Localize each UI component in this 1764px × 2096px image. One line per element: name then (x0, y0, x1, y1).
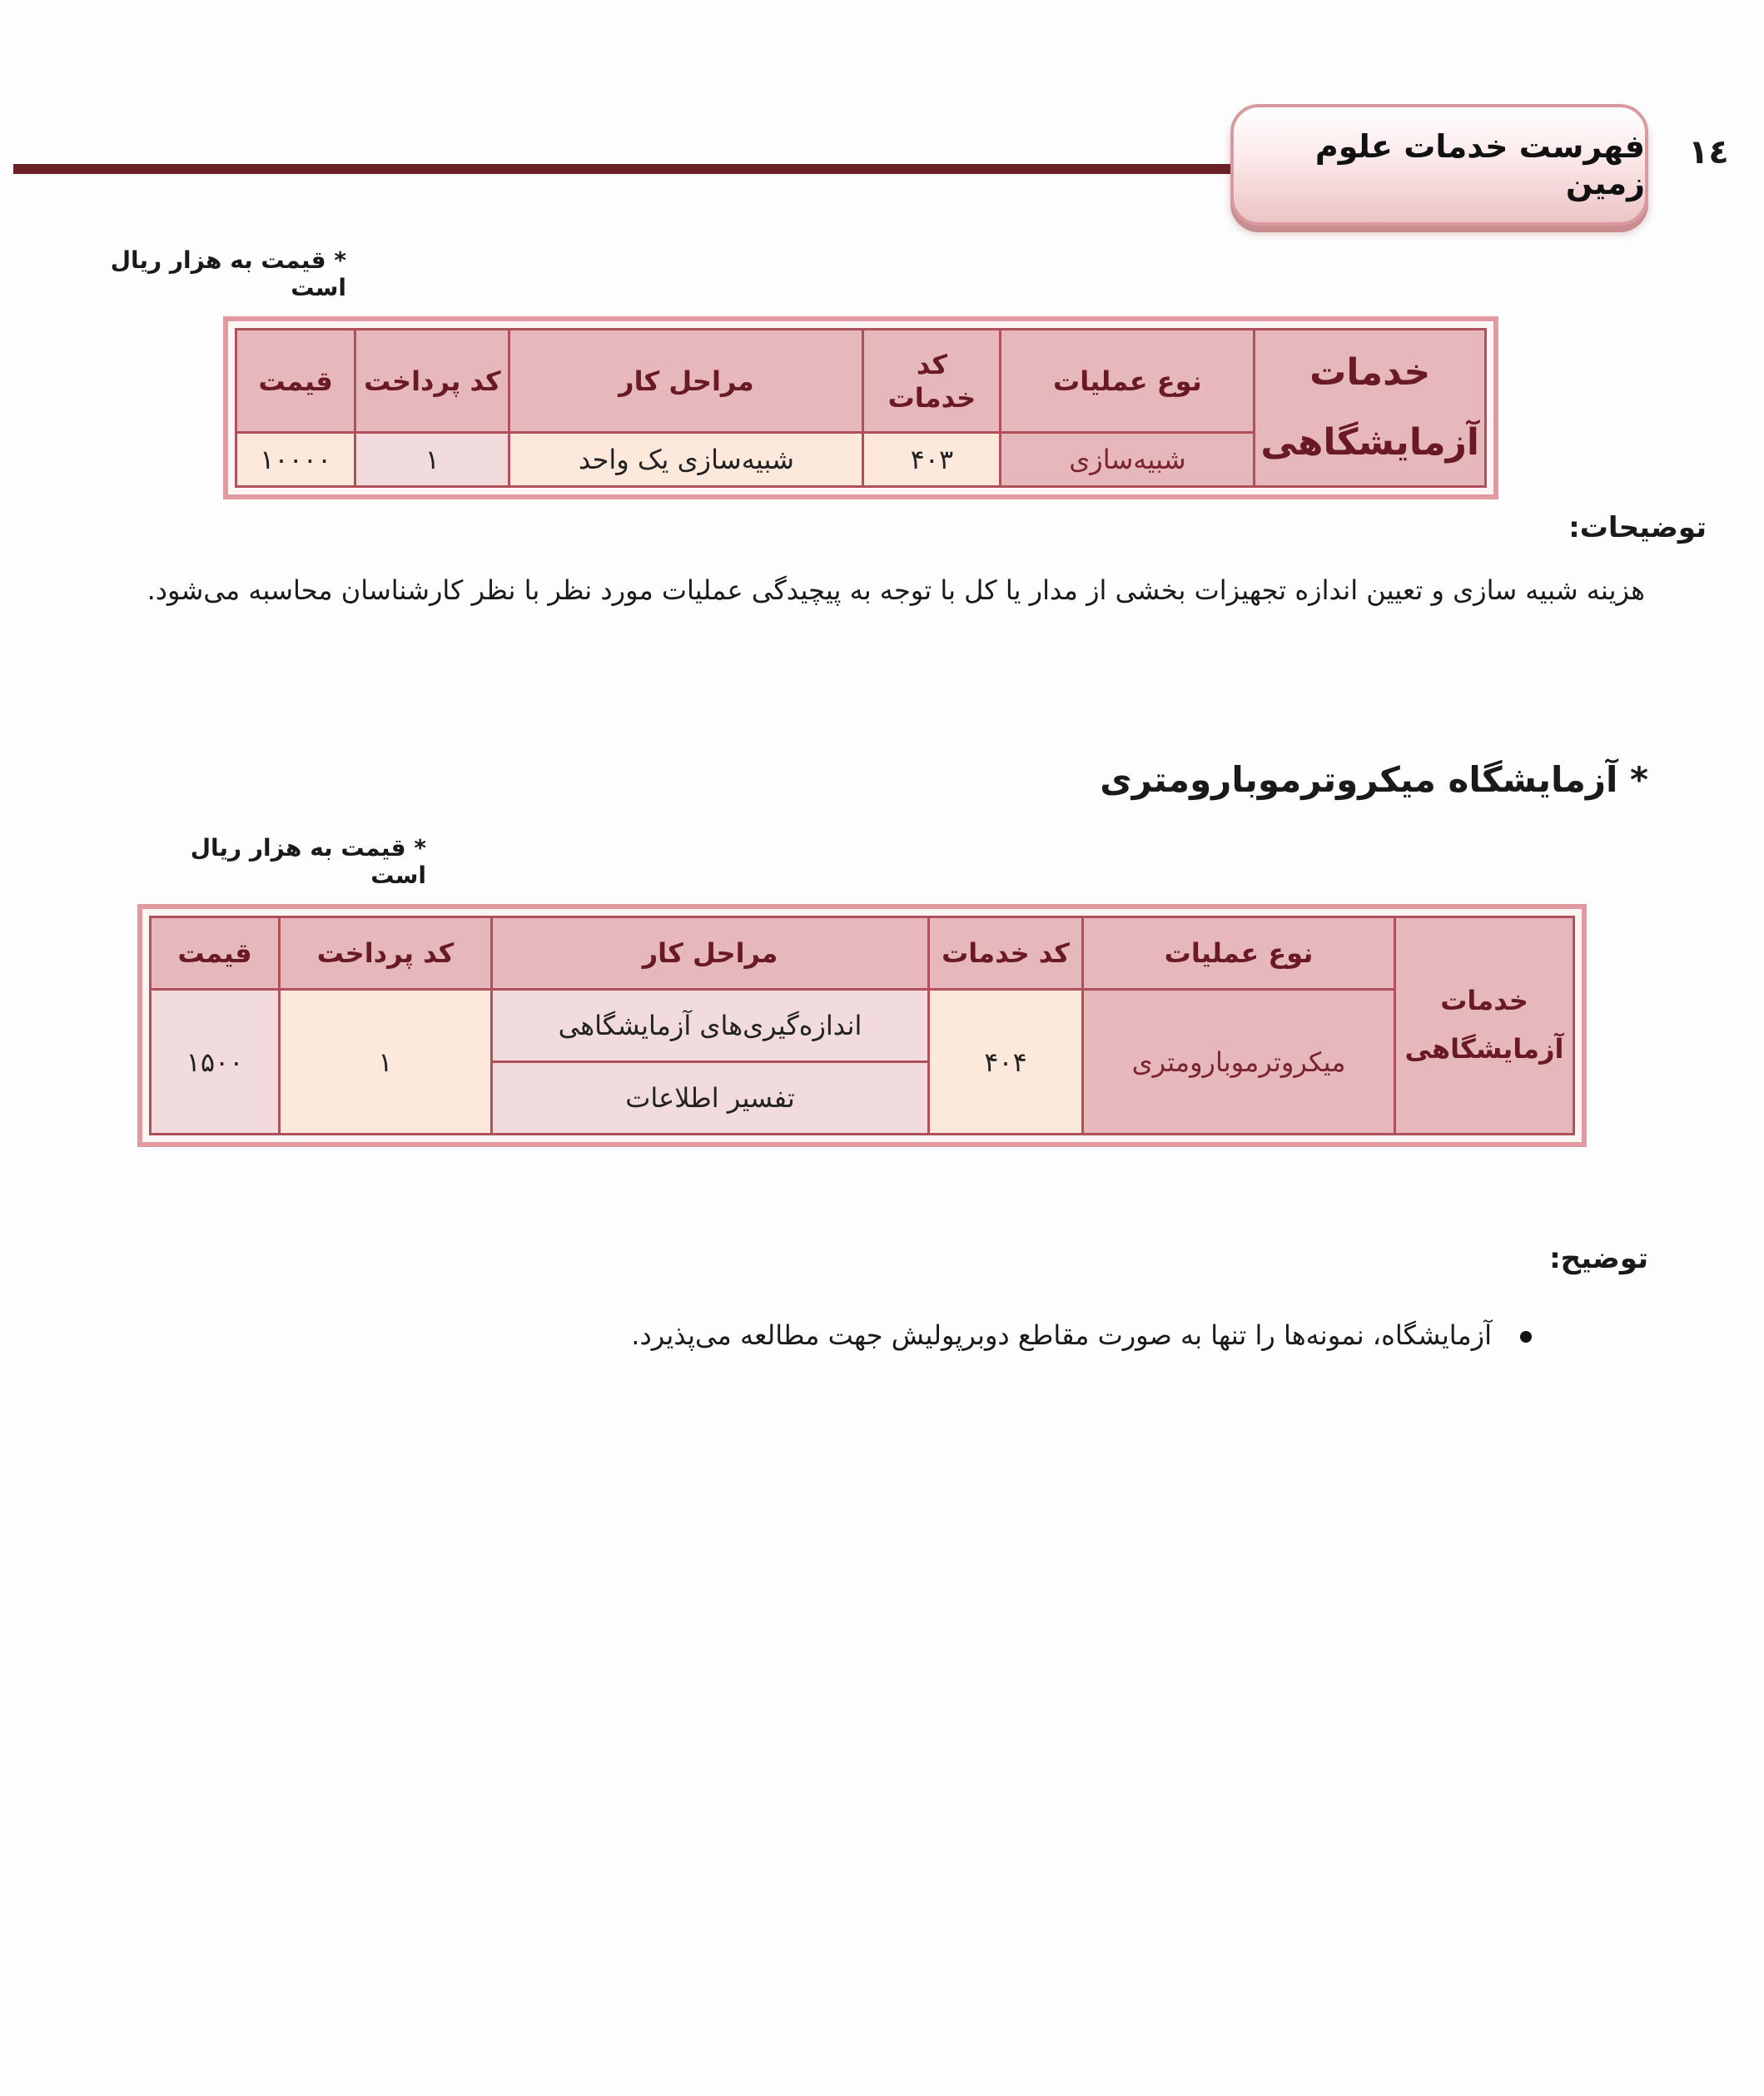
services-table-simulation (223, 316, 1498, 499)
cell-payment-code: ۱ (280, 990, 492, 1135)
header-operation-type: نوع عملیات (1001, 330, 1255, 433)
header-price: قیمت (236, 330, 355, 433)
header-work-steps: مراحل کار (509, 330, 863, 433)
header-rule (13, 164, 1237, 174)
cell-operation-type: میکروترموبارومتری (1083, 990, 1395, 1135)
header-service-code: کد خدمات (929, 917, 1083, 990)
cell-work-step: اندازه‌گیری‌های آزمایشگاهی (492, 990, 929, 1062)
description-paragraph: هزینه شبیه سازی و تعیین اندازه تجهیزات بخشی از مدار یا کل با توجه به پیچیدگی عملیات مورد نظر با نظر کارشناسان محاسبه می‌شود. (147, 574, 1645, 606)
header-work-steps: مراحل کار (492, 917, 929, 990)
note-title: توضیح: (1549, 1242, 1648, 1275)
cell-work-step: تفسیر اطلاعات (492, 1062, 929, 1135)
header-payment-code: کد پرداخت (355, 330, 509, 433)
service-group-cell: خدمات آزمایشگاهی (1255, 330, 1486, 487)
cell-payment-code: ۱ (355, 433, 509, 487)
cell-price: ۱۰۰۰۰ (236, 433, 355, 487)
section-heading: * آزمایشگاه میکروترموبارومتری (1100, 759, 1648, 800)
cell-work-step: شبیه‌سازی یک واحد (509, 433, 863, 487)
cell-price: ۱۵۰۰ (151, 990, 280, 1135)
bullet-icon (1520, 1331, 1532, 1343)
description-title: توضیحات: (1568, 511, 1707, 544)
header-payment-code: کد پرداخت (280, 917, 492, 990)
cell-operation-type: شبیه‌سازی (1001, 433, 1255, 487)
services-table-microthermobarometry (137, 904, 1587, 1147)
service-group-cell: خدمات آزمایشگاهی (1395, 917, 1574, 1135)
chapter-title: فهرست خدمات علوم زمین (1314, 128, 1645, 201)
cell-service-code: ۴۰۳ (863, 433, 1001, 487)
bullet-text: آزمایشگاه، نمونه‌ها را تنها به صورت مقاطع دوبرپولیش جهت مطالعه می‌پذیرد. (631, 1319, 1492, 1351)
price-note: * قیمت به هزار ریال است (190, 834, 426, 889)
header-price: قیمت (151, 917, 280, 990)
cell-service-code: ۴۰۴ (929, 990, 1083, 1135)
bullet-item (466, 1319, 1532, 1351)
price-note: * قیمت به هزار ریال است (110, 246, 346, 301)
chapter-title-box (1230, 104, 1648, 226)
header-operation-type: نوع عملیات (1083, 917, 1395, 990)
header-service-code: کد خدمات (863, 330, 1001, 433)
page-number: ۱٤ (1688, 133, 1729, 171)
